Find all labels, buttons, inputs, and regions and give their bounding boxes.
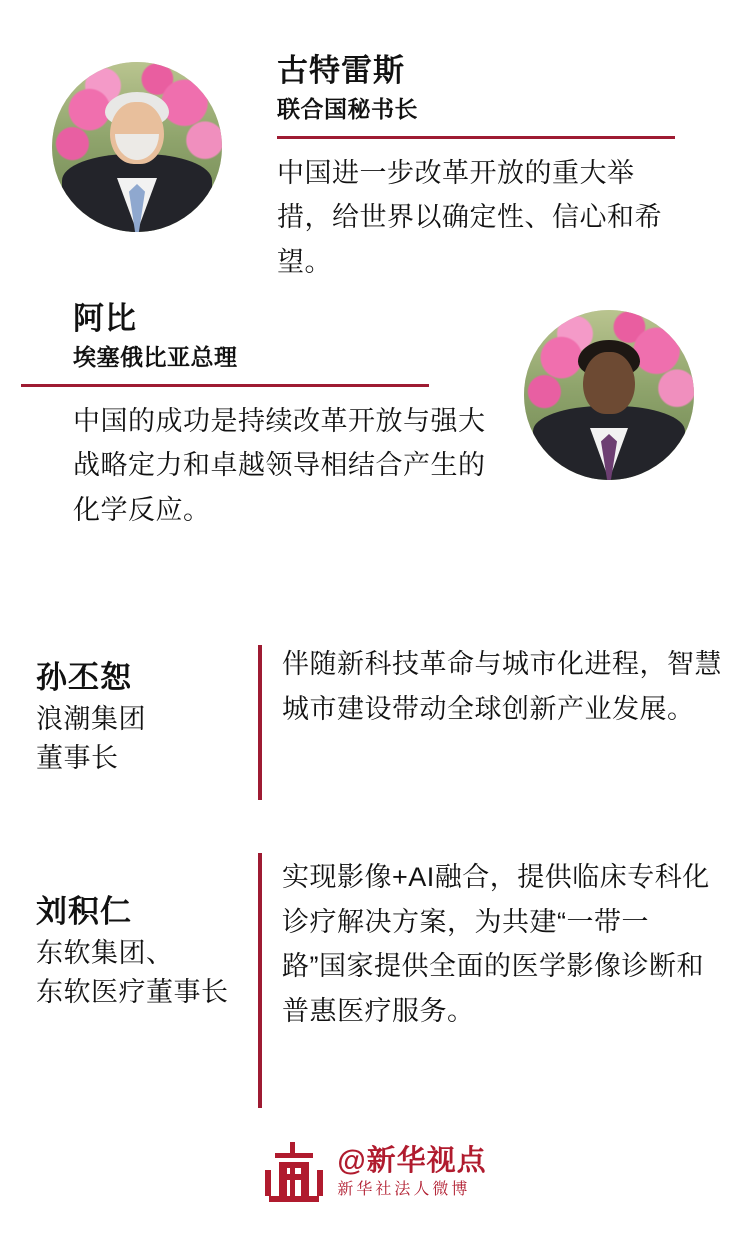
speaker-title: 埃塞俄比亚总理	[73, 343, 238, 370]
divider-vertical-bar	[258, 853, 262, 1108]
divider-rule	[277, 136, 675, 139]
footer-account: @新华视点	[337, 1144, 487, 1177]
speaker-org: 浪潮集团	[36, 703, 146, 734]
quote-text: 伴随新科技革命与城市化进程，智慧城市建设带动全球创新产业发展。	[282, 649, 722, 724]
quote-text: 中国进一步改革开放的重大举措，给世界以确定性、信心和希望。	[277, 157, 662, 277]
quote-content-liu	[282, 855, 712, 1033]
quote-block-abiy	[0, 290, 750, 550]
footer-subtitle: 新华社法人微博	[337, 1180, 471, 1198]
speaker-name: 古特雷斯	[277, 53, 405, 88]
divider-rule	[21, 384, 429, 387]
speaker-info-liu	[36, 893, 251, 1012]
quote-content-guterres	[277, 52, 689, 284]
speaker-name: 阿比	[73, 301, 137, 336]
footer-brand	[0, 1140, 750, 1204]
quote-content-sun	[282, 642, 722, 731]
portrait-face	[583, 352, 635, 414]
portrait-abiy	[524, 310, 694, 480]
divider-vertical-bar	[258, 645, 262, 800]
quote-text: 中国的成功是持续改革开放与强大战略定力和卓越领导相结合产生的化学反应。	[73, 405, 486, 525]
quote-content-abiy	[21, 300, 491, 532]
speaker-org: 东软集团、	[36, 937, 174, 968]
speaker-title: 联合国秘书长	[277, 95, 418, 122]
quote-block-sun	[0, 625, 750, 800]
xinhua-logo-icon	[263, 1140, 325, 1204]
speaker-role: 董事长	[36, 742, 119, 773]
quote-block-liu	[0, 845, 750, 1120]
speaker-info-sun	[36, 659, 236, 778]
quote-text: 实现影像+AI融合，提供临床专科化诊疗解决方案，为共建“一带一路”国家提供全面的医学影像诊断和普惠医疗服务。	[282, 862, 710, 1026]
portrait-guterres	[52, 62, 222, 232]
footer-text	[337, 1144, 487, 1198]
quote-block-guterres	[0, 30, 750, 285]
speaker-name: 孙丕恕	[36, 660, 132, 695]
speaker-role: 东软医疗董事长	[36, 976, 229, 1007]
speaker-name: 刘积仁	[36, 894, 132, 929]
